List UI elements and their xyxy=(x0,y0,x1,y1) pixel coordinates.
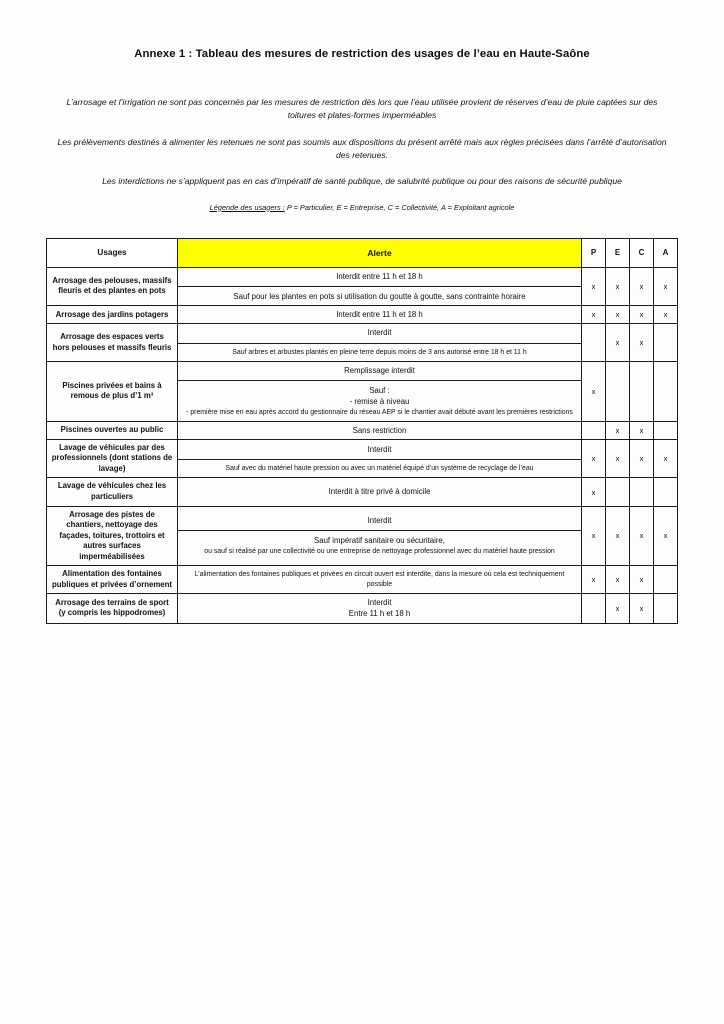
header-c: C xyxy=(630,238,654,267)
table-row xyxy=(47,566,678,594)
flag-cell-p: x xyxy=(582,267,606,306)
measure-line: Interdit entre 11 h et 18 h xyxy=(336,271,423,281)
usage-cell: Piscines privées et bains à remous de plus d’1 m³ xyxy=(47,361,178,421)
table-header-row xyxy=(47,238,678,267)
table-row xyxy=(47,478,678,506)
flag-cell-a xyxy=(654,361,678,421)
measure-line: Interdit xyxy=(367,598,392,608)
flag-cell-e: x xyxy=(606,566,630,594)
flag-cell-p: x xyxy=(582,361,606,421)
flag-cell-c xyxy=(630,478,654,506)
flag-cell-c: x xyxy=(630,566,654,594)
flag-cell-p: x xyxy=(582,566,606,594)
measure-line: Entre 11 h et 18 h xyxy=(348,609,411,619)
flag-cell-p: x xyxy=(582,306,606,324)
measure-line: Remplissage interdit xyxy=(344,365,415,375)
intro-paragraph-1: L’arrosage et l’irrigation ne sont pas concernés par les mesures de restriction dès lors que l’eau utilisée provient de réserves d’eau de pluie captées sur des toitures et plates-formes imperméables xyxy=(66,97,658,121)
legend-text: P = Particulier, E = Entreprise, C = Collectivité, A = Exploitant agricole xyxy=(286,202,515,212)
usage-cell: Arrosage des pelouses, massifs fleuris et des plantes en pots xyxy=(47,267,178,306)
table-body xyxy=(47,267,678,623)
usage-cell: Alimentation des fontaines publiques et privées d’ornement xyxy=(47,566,178,594)
flag-cell-a xyxy=(654,594,678,624)
flag-cell-c: x xyxy=(630,439,654,478)
flag-cell-e: x xyxy=(606,421,630,439)
flag-cell-p: x xyxy=(582,506,606,566)
flag-cell-e: x xyxy=(606,506,630,566)
flag-cell-c: x xyxy=(630,594,654,624)
measure-divider xyxy=(178,459,581,460)
document-content xyxy=(46,40,678,624)
header-a: A xyxy=(654,238,678,267)
page-title: Annexe 1 : Tableau des mesures de restriction des usages de l’eau en Haute-Saône xyxy=(134,48,590,60)
measure-line: - remise à niveau xyxy=(349,397,410,407)
flag-cell-e xyxy=(606,478,630,506)
usage-cell: Lavage de véhicules chez les particuliers xyxy=(47,478,178,506)
table-row xyxy=(47,267,678,306)
flag-cell-c xyxy=(630,361,654,421)
intro-paragraph-3: Les interdictions ne s’appliquent pas en cas d’impératif de santé publique, de salubrité publique ou pour des raisons de sécurité publique xyxy=(102,176,622,187)
header-p: P xyxy=(582,238,606,267)
flag-cell-c: x xyxy=(630,324,654,361)
usage-cell: Lavage de véhicules par des professionnels (dont stations de lavage) xyxy=(47,439,178,478)
table-row xyxy=(47,306,678,324)
table-row xyxy=(47,506,678,566)
flag-cell-e: x xyxy=(606,594,630,624)
table-row xyxy=(47,421,678,439)
measure-line: Sauf arbres et arbustes plantés en pleine terre depuis moins de 3 ans autorisé entre 18 h et 11 h xyxy=(232,348,527,356)
measure-cell xyxy=(178,306,582,324)
flag-cell-p xyxy=(582,421,606,439)
measure-line: Interdit à titre privé à domicile xyxy=(328,487,431,497)
intro-paragraphs xyxy=(46,96,678,189)
measure-line: - première mise en eau après accord du gestionnaire du réseau AEP si le chantier avait débuté avant les premières restrictions xyxy=(186,408,573,416)
measure-cell xyxy=(178,421,582,439)
table-row xyxy=(47,324,678,361)
flag-cell-c: x xyxy=(630,267,654,306)
table-row xyxy=(47,439,678,478)
measure-cell xyxy=(178,324,582,361)
flag-cell-p: x xyxy=(582,478,606,506)
usage-cell: Piscines ouvertes au public xyxy=(47,421,178,439)
flag-cell-a: x xyxy=(654,267,678,306)
usage-cell: Arrosage des espaces verts hors pelouses et massifs fleuris xyxy=(47,324,178,361)
measure-line: Sauf pour les plantes en pots si utilisation du goutte à goutte, sans contrainte horaire xyxy=(233,291,526,301)
flag-cell-a xyxy=(654,324,678,361)
legend-label: Légende des usagers : xyxy=(209,202,285,212)
flag-cell-p: x xyxy=(582,439,606,478)
flag-cell-c: x xyxy=(630,306,654,324)
table-row xyxy=(47,361,678,421)
flag-cell-e: x xyxy=(606,324,630,361)
header-usages: Usages xyxy=(47,238,178,267)
intro-paragraph-2: Les prélèvements destinés à alimenter les retenues ne sont pas soumis aux dispositions du présent arrêté mais aux règles précisées dans l’arrêté d’autorisation des retenues. xyxy=(57,136,667,160)
usage-cell: Arrosage des terrains de sport (y compris les hippodromes) xyxy=(47,594,178,624)
flag-cell-a xyxy=(654,566,678,594)
flag-cell-e: x xyxy=(606,267,630,306)
measure-line: ou sauf si réalisé par une collectivité ou une entreprise de nettoyage professionnel avec du matériel haute pression xyxy=(204,547,555,555)
flag-cell-c: x xyxy=(630,421,654,439)
flag-cell-e: x xyxy=(606,439,630,478)
measure-line: Sauf impératif sanitaire ou sécuritaire, xyxy=(314,536,445,546)
flag-cell-a: x xyxy=(654,506,678,566)
header-e: E xyxy=(606,238,630,267)
measure-line: Interdit xyxy=(367,328,392,338)
measure-line: L’alimentation des fontaines publiques et privées en circuit ouvert est interdite, dans la mesure où cela est techniquement possible xyxy=(194,570,565,588)
flag-cell-p xyxy=(582,594,606,624)
measure-divider xyxy=(178,530,581,531)
flag-cell-c: x xyxy=(630,506,654,566)
measure-line: Sans restriction xyxy=(352,425,407,435)
measure-cell xyxy=(178,267,582,306)
restrictions-table xyxy=(46,238,678,624)
legend xyxy=(46,203,678,212)
measure-line: Interdit entre 11 h et 18 h xyxy=(336,310,423,320)
usage-cell: Arrosage des pistes de chantiers, nettoyage des façades, toitures, trottoirs et autres surfaces imperméabilisées xyxy=(47,506,178,566)
measure-divider xyxy=(178,380,581,381)
flag-cell-p xyxy=(582,324,606,361)
measure-cell xyxy=(178,361,582,421)
table-header xyxy=(47,238,678,267)
flag-cell-a xyxy=(654,478,678,506)
measure-divider xyxy=(178,343,581,344)
table-row xyxy=(47,594,678,624)
measure-cell xyxy=(178,506,582,566)
measure-cell xyxy=(178,566,582,594)
flag-cell-a: x xyxy=(654,306,678,324)
measure-line: Interdit xyxy=(367,444,392,454)
header-alerte: Alerte xyxy=(178,238,582,267)
flag-cell-e: x xyxy=(606,306,630,324)
measure-cell xyxy=(178,594,582,624)
flag-cell-a: x xyxy=(654,439,678,478)
flag-cell-a xyxy=(654,421,678,439)
measure-line: Sauf avec du matériel haute pression ou avec un matériel équipé d’un système de recyclage de l’eau xyxy=(225,464,534,472)
flag-cell-e xyxy=(606,361,630,421)
measure-divider xyxy=(178,286,581,287)
measure-cell xyxy=(178,478,582,506)
measure-line: Sauf : xyxy=(369,386,390,396)
measure-cell xyxy=(178,439,582,478)
measure-line: Interdit xyxy=(367,516,392,525)
usage-cell: Arrosage des jardins potagers xyxy=(47,306,178,324)
